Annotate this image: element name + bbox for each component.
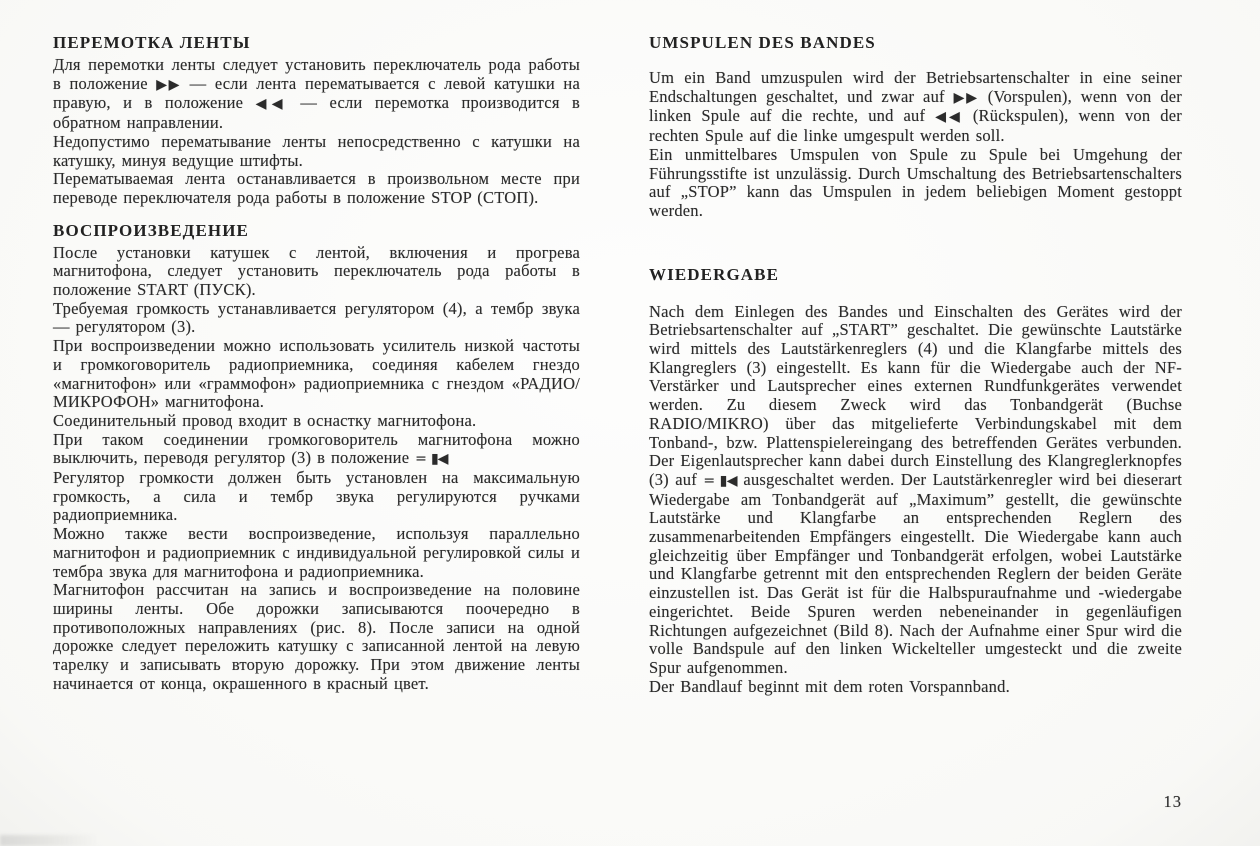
paragraph: При воспроизведении можно использовать усилитель низкой частоты и громкоговоритель радиоприемника, соединяя кабелем гнездо «магнитофон» или «граммофон» радиоприемника с гнездом «РАДИО/МИКРОФОН» магнитофона. [53,336,580,412]
paragraph [53,56,580,133]
paragraph: Недопустимо перематывание ленты непосредственно с катушки на катушку, минуя ведущие штифты. [53,131,580,170]
paragraph: Ein unmittelbares Umspulen von Spule zu Spule bei Umgehung der Führungsstifte ist unzulässig. Durch Umschaltung des Betriebsartenschalters auf „STOP” kann das Umspulen in jedem beliebigen Moment gestoppt werden. [649,144,1182,220]
section-rewind-de [649,33,1182,221]
paragraph-text: При таком соединении громкоговоритель магнитофона можно выключить, переводя регулятор (3) в положение [53,429,580,468]
fast-forward-icon: ▶▶ [156,76,182,93]
paragraph: Der Bandlauf beginnt mit dem roten Vorspannband. [649,676,1010,696]
paragraph [649,69,1182,146]
section-playback-ru [53,221,580,694]
speaker-off-icon: = ▮◀ [703,472,738,489]
scan-smudge-artifact [0,835,98,846]
paragraph: Соединительный провод входит в оснастку магнитофона. [53,410,477,430]
paragraph [649,303,1182,678]
page-number: 13 [1163,792,1182,811]
paragraph-text: — если лента перематывается с левой катушки на правую, и в положение [53,73,580,113]
paragraph-text: ausgeschaltet werden. Der Lautstärkenregler wird bei dieserart Wiedergabe am Tonbandgerät auf „Maximum” gestellt, die gewünschte Lautstärke und Klangfarbe an entsprechenden Reglern des zusammenarbeitenden Empfängers eingestellt. Die Wiedergabe kann auch gleichzeitig über Empfänger und Tonbandgerät erfolgen, wobei Lautstärke und Klangfarbe getrennt mit den entsprechenden Reglern der beiden Geräte einzustellen ist. Das Gerät ist für die Halbspuraufnahme und -wiedergabe eingerichtet. Beide Spuren werden nebeneinander in gegenläufigen Richtungen aufgezeichnet (Bild 8). Nach der Aufnahme einer Spur wird die volle Bandspule auf den linken Wickelteller umgesteckt und die zweite Spur aufgenommen. [649,469,1183,677]
rewind-icon: ◀◀ [255,96,289,113]
paragraph-text: — если перемотка производится в обратном направлении. [53,93,580,133]
paragraph: Магнитофон рассчитан на запись и воспроизведение на половине ширины ленты. Обе дорожки записываются поочередно в противоположных направлениях (рис. 8). После записи на одной дорожке следует переложить катушку с записанной лентой на левую тарелку и записывать вторую дорожку. При этом движение ленты начинается от конца, окрашенного в красный цвет. [53,580,580,693]
section-heading-rewind-ru: ПЕРЕМОТКА ЛЕНТЫ [53,33,251,52]
paragraph-text: Nach dem Einlegen des Bandes und Einschalten des Gerätes wird der Betriebsartenschalter auf „START” geschaltet. Die gewünschte Lautstärke wird mittels des Lautstärkenreglers (4) und die Klangfarbe mittels des Klangreglers (3) eingestellt. Es kann für die Wiedergabe auch der NF-Verstärker und Lautsprecher eines externen Rundfunkgerätes verwendet werden. Zu diesem Zweck wird das Tonbandgerät (Buchse RADIO/MIKRO) über das mitgelieferte Verbindungskabel mit dem Tonband-, bzw. Plattenspielereingang des betreffenden Gerätes verbunden. Der Eigenlautsprecher kann dabei durch Einstellung des Klangreglerknopfes (3) auf [649,301,1182,489]
paragraph-text: (Vorspulen), wenn von der linken Spule auf die rechte, und auf [649,86,1183,126]
rewind-icon: ◀◀ [935,109,963,126]
paragraph: Требуемая громкость устанавливается регулятором (4), а тембр звука — регулятором (3). [53,298,580,337]
section-heading-playback-ru: ВОСПРОИЗВЕДЕНИЕ [53,220,249,240]
paragraph: Можно также вести воспроизведение, используя параллельно магнитофон и радиоприемник с индивидуальной регулировкой силы и тембра звука для магнитофона и радиоприемника. [53,524,580,581]
speaker-off-icon: = ▮◀ [415,451,448,468]
paragraph-text: (Rückspulen), wenn von der rechten Spule auf die linke umgespult werden soll. [649,106,1182,146]
paragraph: Перематываемая лента останавливается в произвольном месте при переводе переключателя рода работы в положение STOP (СТОП). [53,169,580,207]
section-heading-rewind-de: UMSPULEN DES BANDES [649,33,876,52]
paragraph: Регулятор громкости должен быть установлен на максимальную громкость, а сила и тембр звука регулируются ручками радиоприемника. [53,468,580,525]
section-rewind-ru [53,33,580,208]
paragraph: После установки катушек с лентой, включения и прогрева магнитофона, следует установить переключатель рода работы в положение START (ПУСК). [53,242,580,300]
german-column [649,33,1182,696]
paragraph-text: Um ein Band umzuspulen wird der Betriebsartenschalter in eine seiner Endschaltungen geschaltet, und zwar auf [649,68,1182,106]
fast-forward-icon: ▶▶ [953,89,979,106]
section-heading-playback-de: WIEDERGABE [649,264,780,284]
section-playback-de [649,265,1182,697]
russian-column [53,33,580,694]
paragraph [53,431,580,469]
paragraph-text: Для перемотки ленты следует установить переключатель рода работы в положение [53,55,580,93]
